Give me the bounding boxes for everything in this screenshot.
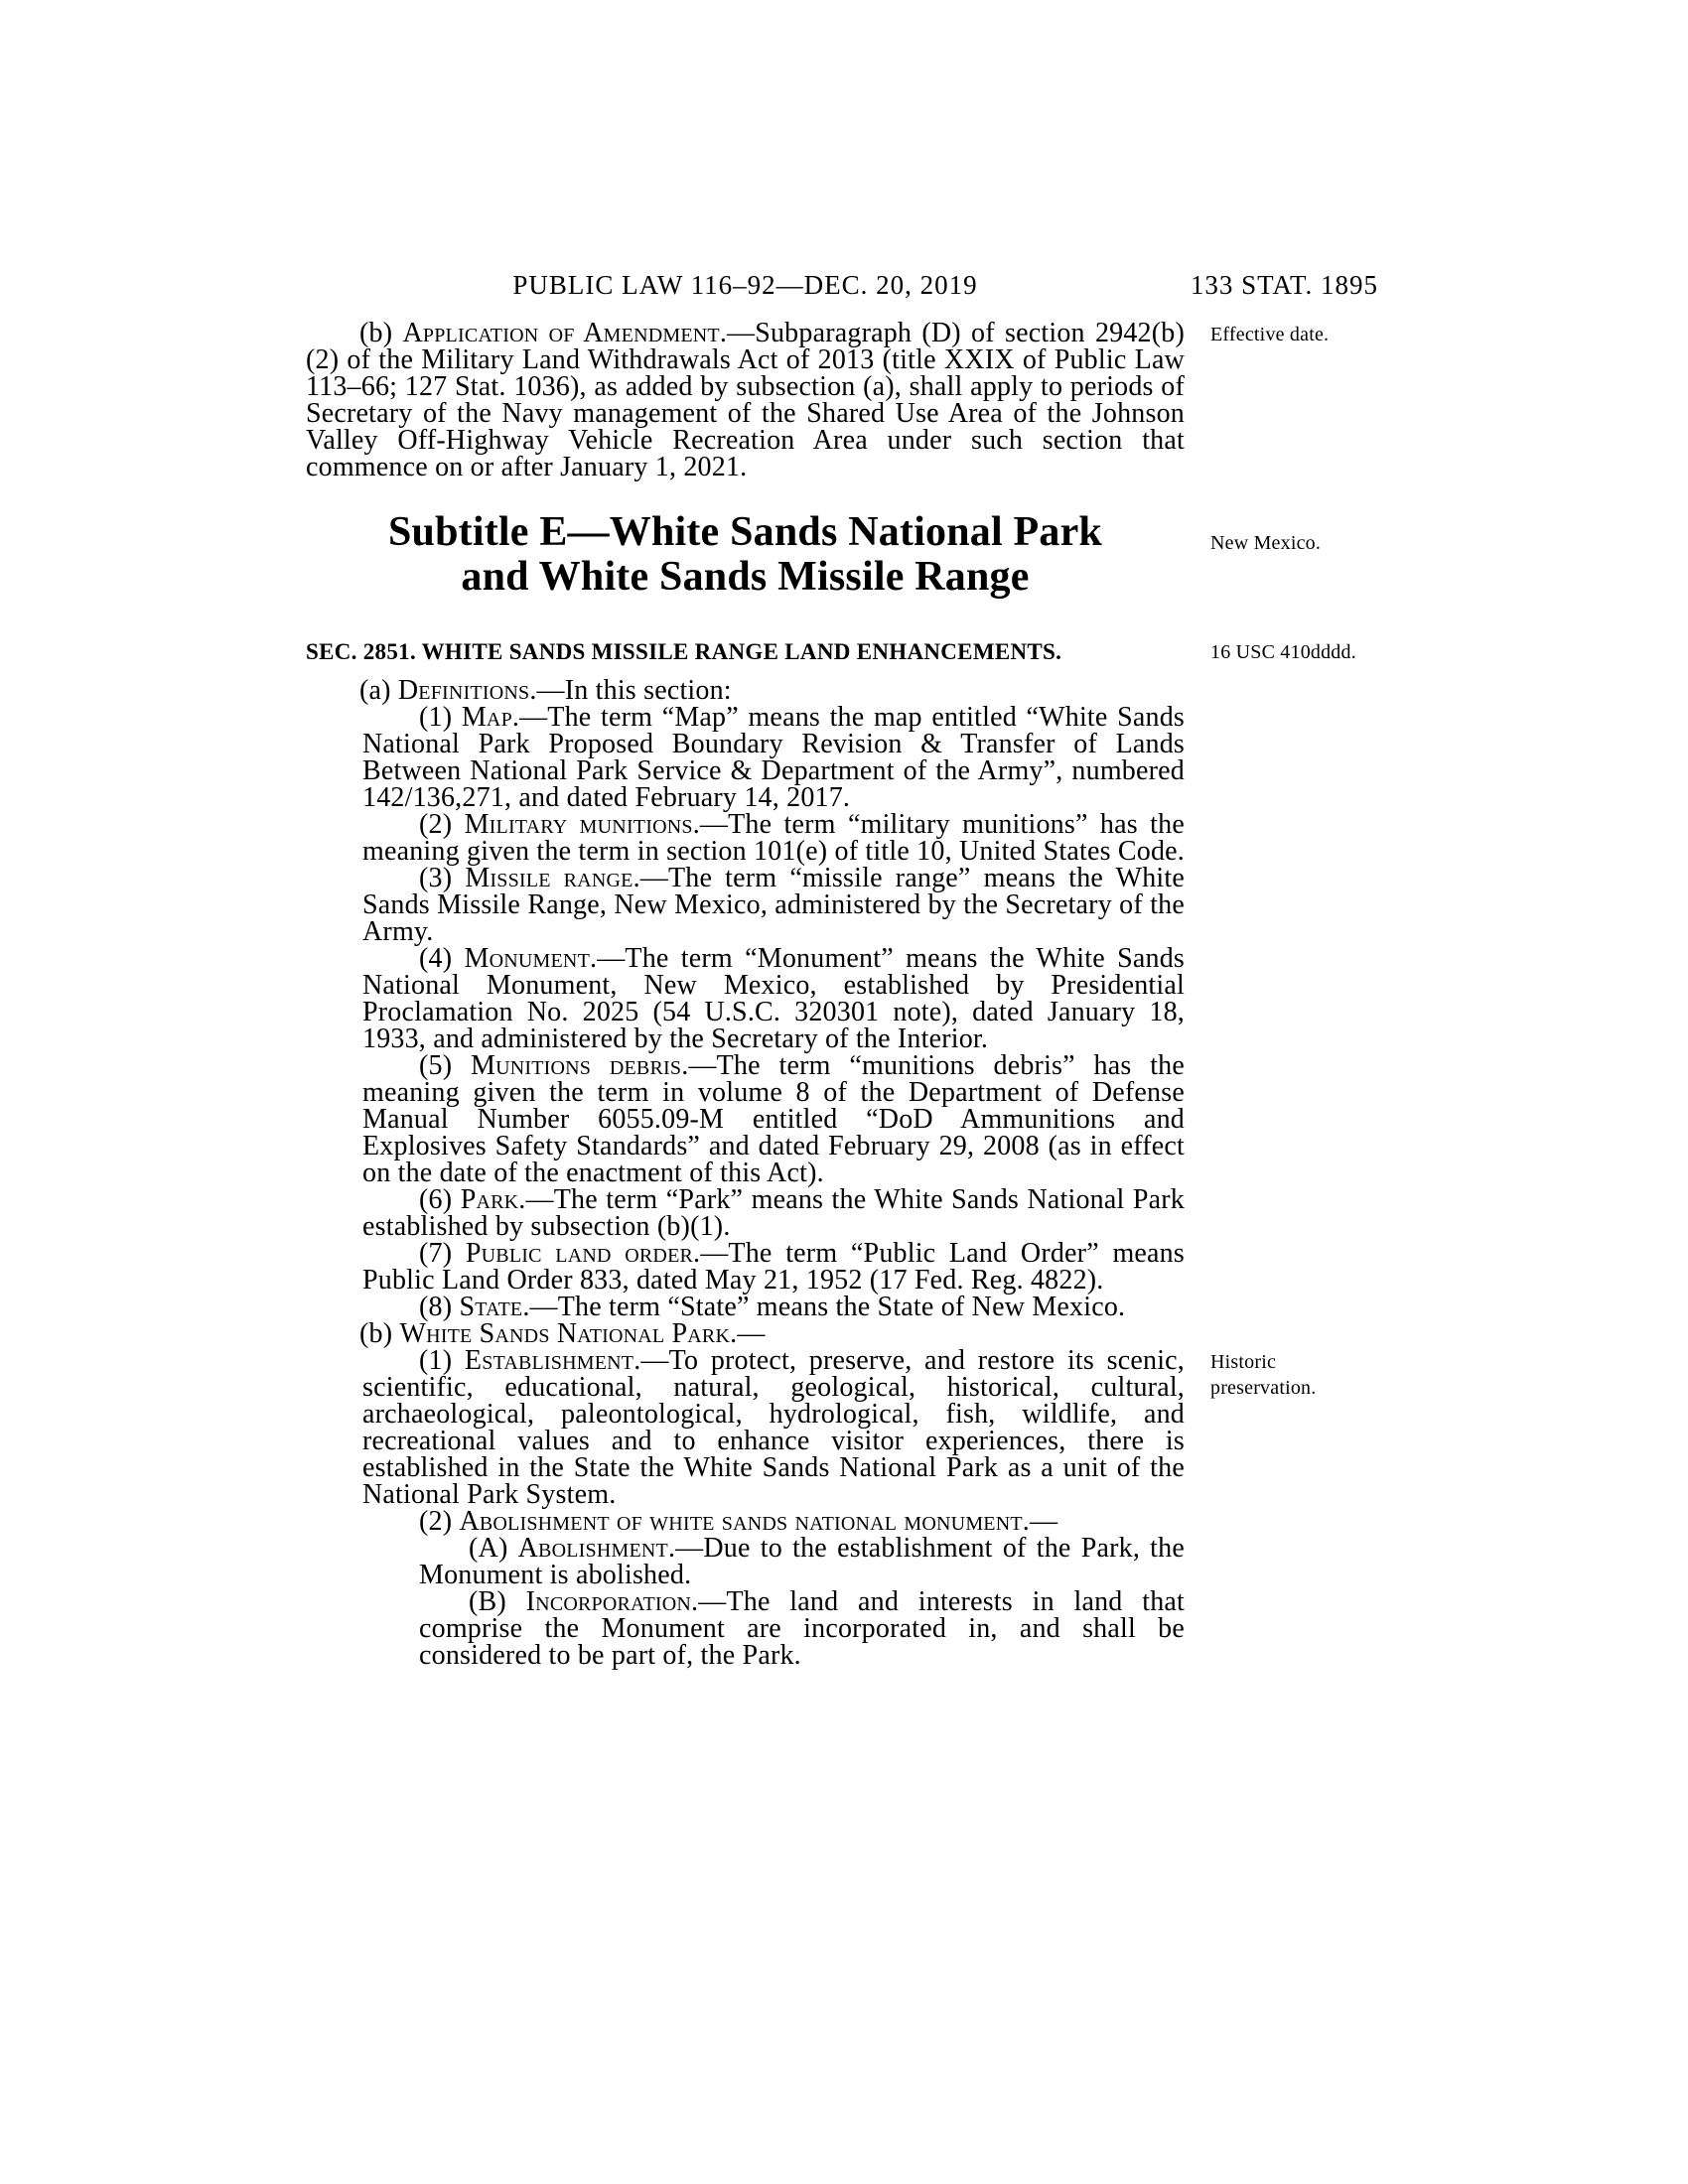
text-run: (1): [419, 702, 462, 733]
text-run: .—The term “Monument” means the White Sands National Monument, New Mexico, established by Presidential Proclamation No. 2025 (54 U.S.C. 320301 note), dated January 18, 1933, and administered by the Secretary of the Interior.: [362, 943, 1185, 1054]
text-run: .—Subparagraph (D) of section 2942(b)(2) of the Military Land Withdrawals Act of 2013 (title XXIX of Public Law 113–66; 127 Stat. 1036), as added by subsection (a), shall apply to periods of Secretary of the Navy management of the Shared Use Area of the Johnson Valley Off-Highway Vehicle Recreation Area under such section that commence on or after January 1, 2021.: [306, 318, 1185, 482]
margin-note: Effective date.: [1210, 324, 1330, 345]
small-caps-term: Monument: [464, 943, 590, 974]
statute-paragraph: [362, 1294, 1185, 1320]
small-caps-term: Munitions debris: [471, 1050, 682, 1081]
text-run: (8): [419, 1292, 460, 1322]
statute-paragraph: [306, 1320, 1185, 1347]
text-run: (2): [419, 1506, 460, 1537]
small-caps-term: Incorporation: [525, 1586, 692, 1617]
body-column: [306, 320, 1185, 1669]
margin-note: 16 USC 410dddd.: [1210, 641, 1356, 663]
statute-paragraph: [362, 1508, 1185, 1535]
page-header: [306, 270, 1378, 304]
text-run: .—The term “military munitions” has the meaning given the term in section 101(e) of title 10, United States Code.: [362, 809, 1185, 867]
small-caps-term: Establishment: [464, 1345, 634, 1376]
text-run: (5): [419, 1050, 471, 1081]
text-run: (2): [419, 809, 465, 840]
small-caps-term: Park: [460, 1184, 519, 1215]
page-content: [306, 320, 1390, 1669]
statute-paragraph: [306, 677, 1185, 704]
text-run: .—The term “missile range” means the White Sands Missile Range, New Mexico, administered by the Secretary of the Army.: [362, 863, 1185, 947]
statute-paragraph: [419, 1588, 1185, 1669]
text-run: .—Due to the establishment of the Park, the Monument is abolished.: [419, 1533, 1185, 1590]
text-run: (3): [419, 863, 466, 893]
section-heading: SEC. 2851. WHITE SANDS MISSILE RANGE LAND ENHANCEMENTS.: [306, 639, 1062, 664]
text-run: (7): [419, 1238, 466, 1269]
small-caps-term: White Sands National Park: [399, 1318, 731, 1349]
margin-note: Historic preservation.: [1210, 1351, 1317, 1399]
text-run: (B): [469, 1586, 526, 1617]
text-run: (a): [359, 675, 398, 706]
small-caps-term: Abolishment: [517, 1533, 668, 1564]
text-run: (A): [469, 1533, 518, 1564]
text-run: .—The term “State” means the State of New Mexico.: [522, 1292, 1126, 1322]
small-caps-term: Missile range: [465, 863, 633, 893]
statute-paragraph: [362, 704, 1185, 811]
statute-paragraph: [362, 865, 1185, 945]
subtitle-line: and White Sands Missile Range: [461, 554, 1030, 600]
text-run: (6): [419, 1184, 461, 1215]
text-run: .—In this section:: [529, 675, 732, 706]
small-caps-term: Abolishment of white sands national monument: [459, 1506, 1023, 1537]
text-run: .—The land and interests in land that comprise the Monument are incorporated in, and shall be considered to be part of, the Park.: [419, 1586, 1186, 1671]
text-run: (4): [419, 943, 465, 974]
statute-paragraph: [306, 320, 1185, 480]
small-caps-term: Definitions: [397, 675, 530, 706]
small-caps-term: Public land order: [465, 1238, 694, 1269]
margin-note: New Mexico.: [1210, 532, 1322, 554]
running-head-title: PUBLIC LAW 116–92—DEC. 20, 2019: [512, 270, 978, 300]
text-run: (1): [419, 1345, 465, 1376]
statute-paragraph: [362, 811, 1185, 865]
statute-paragraph: [362, 1052, 1185, 1186]
text-run: .—To protect, preserve, and restore its scenic, scientific, educational, natural, geological, historical, cultural, archaeological, paleontological, hydrological, fish, wildlife, and recreational values and to enhance visitor experiences, there is established in the State the White Sands National Park as a unit of the National Park System.: [362, 1345, 1185, 1510]
statute-paragraph: [362, 945, 1185, 1052]
page-number: 133 STAT. 1895: [1190, 270, 1378, 300]
text-run: .—: [1022, 1506, 1058, 1537]
text-run: .—The term “Public Land Order” means Public Land Order 833, dated May 21, 1952 (17 Fed. Reg. 4822).: [362, 1238, 1185, 1296]
text-run: (b): [359, 318, 403, 348]
text-run: .—The term “Park” means the White Sands National Park established by subsection (b)(1).: [362, 1184, 1186, 1242]
subtitle-line: Subtitle E—White Sands National Park: [388, 509, 1102, 555]
text-run: .—: [730, 1318, 766, 1349]
text-run: .—The term “munitions debris” has the meaning given the term in volume 8 of the Department of Defense Manual Number 6055.09-M entitled “DoD Ammunitions and Explosives Safety Standards” and dated February 29, 2008 (as in effect on the date of the enactment of this Act).: [362, 1050, 1185, 1188]
text-run: (b): [359, 1318, 400, 1349]
small-caps-term: Map: [461, 702, 512, 733]
subtitle-heading: [306, 510, 1185, 600]
statute-paragraph: [362, 1347, 1185, 1508]
small-caps-term: Military munitions: [464, 809, 693, 840]
statute-paragraph: [362, 1240, 1185, 1294]
small-caps-term: Application of Amendment: [402, 318, 720, 348]
text-run: .—The term “Map” means the map entitled “White Sands National Park Proposed Boundary Revision & Transfer of Lands Between National Park Service & Department of the Army”, numbered 142/136,271, and dated February 14, 2017.: [362, 702, 1185, 813]
small-caps-term: State: [459, 1292, 523, 1322]
statute-paragraph: [419, 1535, 1185, 1588]
statute-paragraph: [362, 1186, 1185, 1240]
